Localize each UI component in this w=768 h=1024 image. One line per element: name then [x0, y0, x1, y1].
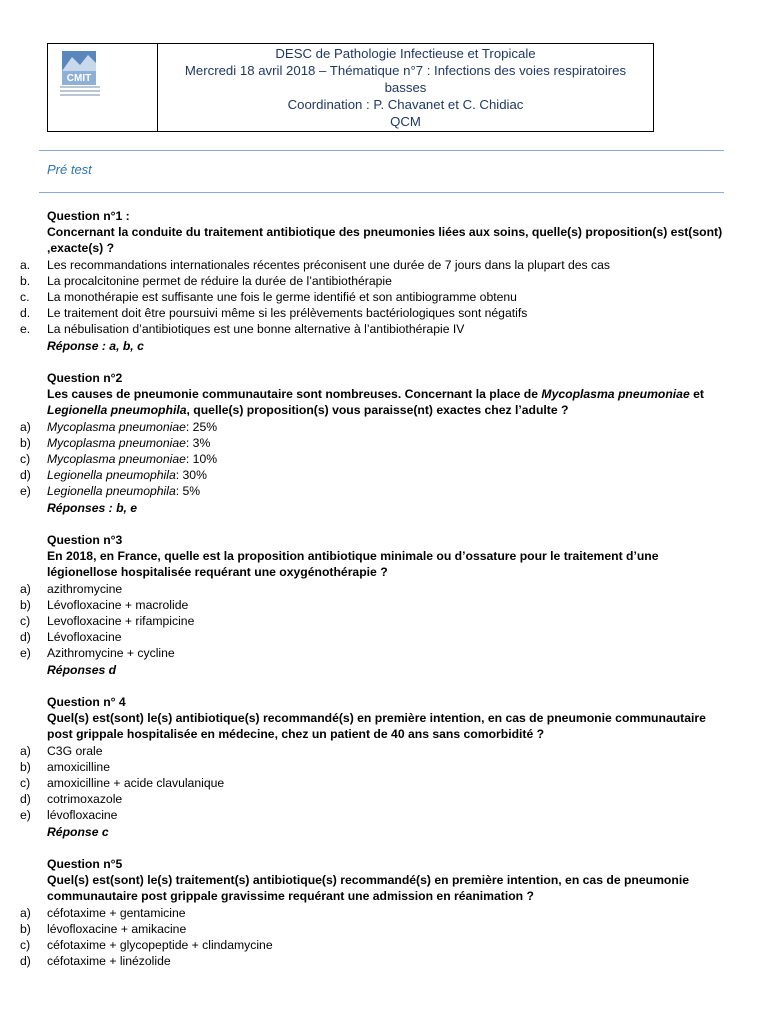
option-text: lévofloxacine — [47, 808, 118, 823]
option-marker: a) — [20, 905, 31, 920]
option-e — [0, 645, 768, 661]
qcm-label: QCM — [390, 114, 421, 129]
option-c — [0, 613, 768, 629]
question-2 — [0, 370, 768, 516]
option-marker: b) — [20, 597, 31, 612]
option-marker: e) — [20, 646, 31, 661]
question-title: Question n°1 : — [47, 209, 130, 223]
question-title: Question n°5 — [47, 857, 123, 872]
option-c — [0, 775, 768, 791]
organism-name: Mycoplasma pneumoniae — [541, 387, 690, 402]
option-a — [0, 257, 768, 273]
option-text: Levofloxacine + rifampicine — [47, 614, 195, 629]
option-text: La nébulisation d’antibiotiques est une bonne alternative à l’antibiothérapie IV — [47, 322, 465, 337]
header-title-cell — [158, 44, 653, 131]
option-marker: a) — [20, 743, 31, 758]
option-d — [0, 791, 768, 807]
option-organism: Mycoplasma pneumoniae — [47, 452, 186, 467]
option-organism: Legionella pneumophila — [47, 468, 176, 483]
option-a — [0, 905, 768, 921]
option-text: Lévofloxacine + macrolide — [47, 597, 189, 612]
option-text: Le traitement doit être poursuivi même si les prélèvements bactériologiques sont négatifs — [47, 306, 528, 321]
answer: Réponses d — [47, 662, 117, 677]
option-a — [0, 743, 768, 759]
option-value: : 25% — [185, 419, 218, 434]
question-1 — [0, 208, 768, 354]
question-text: Concernant la conduite du traitement antibiotique des pneumonies liées aux soins, quelle(s) proposition(s) est(sont) ,exacte(s) ? — [47, 225, 723, 256]
option-text: céfotaxime + glycopeptide + clindamycine — [47, 938, 273, 953]
option-d — [0, 629, 768, 645]
option-marker: d) — [20, 630, 31, 645]
session-line: Mercredi 18 avril 2018 – Thématique n°7 : Infections des voies respiratoires — [184, 63, 627, 78]
option-marker: b) — [20, 435, 31, 450]
option-marker: c) — [20, 776, 31, 791]
question-text: En 2018, en France, quelle est la proposition antibiotique minimale ou d’ossature pour le traitement d’une légionellose hospitalisée requérant une oxygénothérapie ? — [47, 549, 659, 580]
option-e — [0, 807, 768, 823]
question-text: Quel(s) est(sont) le(s) antibiotique(s) recommandé(s) en première intention, en cas de pneumonie communautaire post grippale hospitalisée en médecine, chez un patient de 40 ans sans comorbidité ? — [47, 711, 706, 742]
course-title: DESC de Pathologie Infectieuse et Tropicale — [275, 46, 536, 61]
option-b — [0, 597, 768, 613]
option-text: amoxicilline — [47, 759, 110, 774]
option-marker: e) — [20, 808, 31, 823]
top-divider — [39, 150, 724, 151]
option-a — [0, 581, 768, 597]
question-5 — [0, 856, 768, 969]
question-title: Question n°2 — [47, 371, 123, 386]
question-text-part: Les causes de pneumonie communautaire sont nombreuses. Concernant la place de — [47, 387, 542, 402]
question-4 — [0, 694, 768, 840]
option-d — [0, 467, 768, 483]
option-marker: d) — [20, 954, 31, 969]
questions-list — [0, 208, 768, 986]
option-marker: a) — [20, 419, 31, 434]
option-marker: d) — [20, 468, 31, 483]
option-text: céfotaxime + gentamicine — [47, 905, 186, 920]
option-text: La monothérapie est suffisante une fois le germe identifié et son antibiogramme obtenu — [47, 290, 517, 305]
option-text: amoxicilline + acide clavulanique — [47, 776, 225, 791]
option-marker: c. — [20, 290, 30, 305]
option-marker: a. — [20, 257, 31, 272]
option-marker: e) — [20, 484, 31, 499]
option-marker: d. — [20, 306, 31, 321]
logo-cell — [48, 44, 158, 131]
option-text: céfotaxime + linézolide — [47, 954, 171, 969]
option-value: : 10% — [185, 452, 218, 467]
option-b — [0, 759, 768, 775]
logo-text: CMIT — [66, 73, 92, 84]
option-marker: b. — [20, 273, 31, 288]
answer: Réponse : a, b, c — [47, 338, 144, 353]
option-c — [0, 451, 768, 467]
option-text: cotrimoxazole — [47, 792, 123, 807]
option-marker: e. — [20, 322, 31, 337]
header-table — [47, 43, 654, 132]
answer: Réponse c — [47, 824, 109, 839]
option-marker: a) — [20, 581, 31, 596]
option-organism: Mycoplasma pneumoniae — [47, 435, 186, 450]
option-b — [0, 435, 768, 451]
question-text-part: et — [689, 387, 704, 402]
section-divider — [39, 192, 724, 193]
option-d — [0, 953, 768, 969]
option-text: Azithromycine + cycline — [47, 646, 175, 661]
option-c — [0, 937, 768, 953]
option-text: Lévofloxacine — [47, 630, 122, 645]
option-text: lévofloxacine + amikacine — [47, 921, 187, 936]
question-text-part: , quelle(s) proposition(s) vous paraisse(nt) exactes chez l’adulte ? — [186, 403, 569, 418]
question-title: Question n°3 — [47, 533, 123, 548]
option-marker: c) — [20, 452, 31, 467]
option-text: azithromycine — [47, 581, 123, 596]
option-value: : 5% — [175, 484, 201, 499]
question-text: Quel(s) est(sont) le(s) traitement(s) antibiotique(s) recommandé(s) en première intention, en cas de pneumonie communautaire post grippale gravissime requérant une admission en réanimation ? — [47, 873, 689, 904]
option-b — [0, 273, 768, 289]
option-d — [0, 305, 768, 321]
option-marker: b) — [20, 759, 31, 774]
coordination-line: Coordination : P. Chavanet et C. Chidiac — [287, 97, 524, 112]
option-c — [0, 289, 768, 305]
option-marker: d) — [20, 792, 31, 807]
question-3 — [0, 532, 768, 678]
option-marker: c) — [20, 938, 31, 953]
option-text: La procalcitonine permet de réduire la durée de l’antibiothérapie — [47, 273, 392, 288]
section-title: Pré test — [47, 162, 92, 177]
cmit-logo — [62, 51, 96, 85]
option-a — [0, 419, 768, 435]
question-title: Question n° 4 — [47, 695, 126, 710]
option-value: : 30% — [175, 468, 207, 483]
option-organism: Mycoplasma pneumoniae — [47, 419, 186, 434]
session-line-continued: basses — [384, 80, 427, 95]
answer: Réponses : b, e — [47, 500, 138, 515]
question-text — [0, 386, 768, 418]
option-e — [0, 483, 768, 499]
logo-subtitle-lines — [60, 86, 100, 98]
option-value: : 3% — [185, 435, 211, 450]
option-organism: Legionella pneumophila — [47, 484, 176, 499]
organism-name: Legionella pneumophila — [47, 403, 187, 418]
option-marker: c) — [20, 614, 31, 629]
option-text: C3G orale — [47, 743, 103, 758]
option-marker: b) — [20, 921, 31, 936]
option-b — [0, 921, 768, 937]
option-e — [0, 321, 768, 337]
option-text: Les recommandations internationales récentes préconisent une durée de 7 jours dans la plupart des cas — [47, 257, 610, 272]
